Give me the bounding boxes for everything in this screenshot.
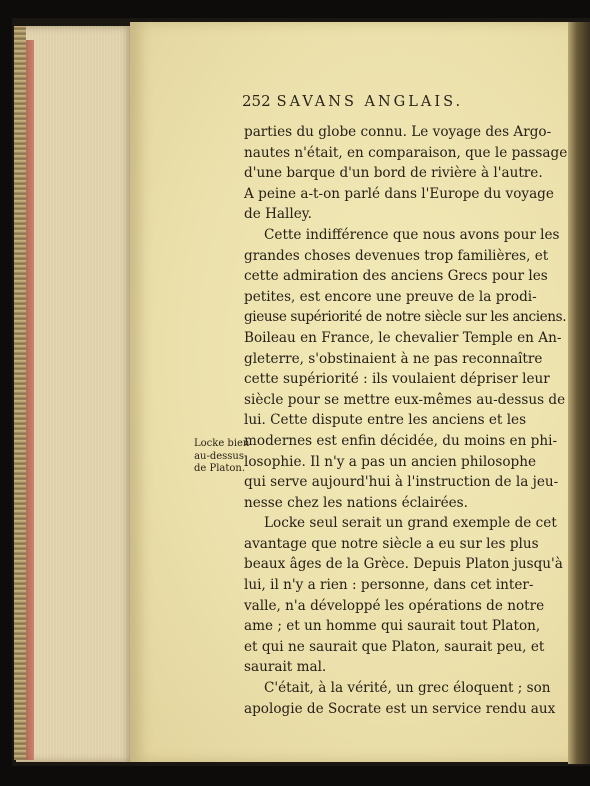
- text-line: qui serve aujourd'hui à l'instruction de la jeu-: [244, 474, 559, 491]
- text-line: et qui ne saurait que Platon, saurait peu, et: [244, 638, 545, 655]
- page-number: 252: [242, 92, 271, 110]
- text-line: grandes choses devenues trop familières, et: [244, 247, 549, 264]
- running-head: [242, 92, 522, 114]
- book-red-edge: [26, 40, 34, 760]
- text-line: Locke seul serait un grand exemple de cet: [264, 515, 557, 532]
- book-right-edge: [568, 22, 590, 764]
- paragraph-3: [244, 513, 563, 678]
- paragraph-2: [244, 225, 567, 513]
- book-edge-binding: [14, 26, 26, 760]
- paragraph-1: [244, 122, 568, 225]
- text-line: siècle pour se mettre eux-mêmes au-dessus de: [244, 391, 566, 408]
- text-line: valle, n'a développé les opérations de notre: [244, 597, 545, 614]
- text-line: Cette indifférence que nous avons pour les: [264, 226, 560, 243]
- text-line: de Halley.: [244, 206, 312, 223]
- text-line: C'était, à la vérité, un grec éloquent ; son: [264, 680, 551, 697]
- margin-note-line: au-dessus: [194, 450, 244, 462]
- text-line: gieuse supériorité de notre siècle sur les anciens.: [244, 309, 567, 326]
- text-line: ame ; et un homme qui saurait tout Platon,: [244, 618, 541, 635]
- text-line: losophie. Il n'y a pas un ancien philosophe: [244, 453, 537, 470]
- margin-note-line: Locke bien: [194, 438, 250, 449]
- text-line: modernes est enfin décidée, du moins en phi-: [244, 432, 558, 449]
- text-line: avantage que notre siècle a eu sur les plus: [244, 535, 539, 552]
- text-line: gleterre, s'obstinaient à ne pas reconnaître: [244, 350, 543, 367]
- text-line: d'une barque d'un bord de rivière à l'autre.: [244, 165, 543, 182]
- running-title: SAVANS ANGLAIS.: [276, 94, 464, 110]
- text-line: A peine a-t-on parlé dans l'Europe du voyage: [244, 185, 554, 202]
- text-line: Boileau en France, le chevalier Temple en An-: [244, 329, 562, 346]
- margin-note-line: de Platon.: [194, 463, 246, 475]
- text-line: saurait mal.: [244, 659, 327, 676]
- text-line: apologie de Socrate est un service rendu aux: [244, 700, 556, 717]
- body-text: [244, 122, 568, 719]
- text-line: nautes n'était, en comparaison, que le passage: [244, 144, 568, 161]
- text-line: cette admiration des anciens Grecs pour les: [244, 268, 548, 285]
- margin-note: [194, 438, 250, 476]
- text-line: lui, il n'y a rien : personne, dans cet inter-: [244, 577, 534, 594]
- paragraph-4: [244, 678, 556, 719]
- text-line: petites, est encore une preuve de la prodi-: [244, 288, 537, 305]
- text-line: nesse chez les nations éclairées.: [244, 494, 468, 511]
- text-line: beaux âges de la Grèce. Depuis Platon jusqu'à: [244, 556, 563, 573]
- text-line: lui. Cette dispute entre les anciens et les: [244, 412, 527, 429]
- text-line: parties du globe connu. Le voyage des Argo-: [244, 124, 552, 140]
- text-line: cette supériorité : ils voulaient dépriser leur: [244, 371, 550, 388]
